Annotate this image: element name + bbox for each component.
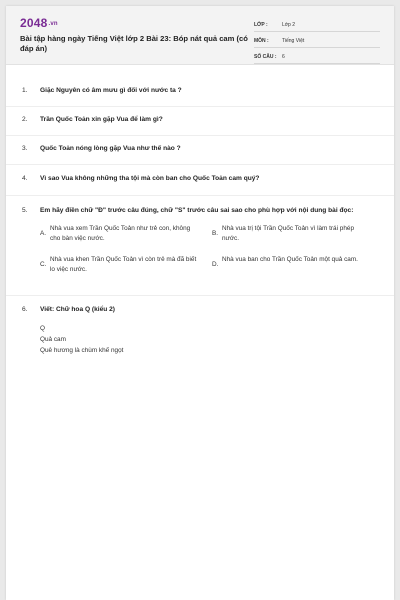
meta-value: Tiếng Việt [282, 38, 305, 44]
answer-options [40, 224, 392, 286]
question-text: Trần Quốc Toản xin gặp Vua để làm gì? [40, 116, 163, 123]
writing-line: Quê hương là chùm khế ngọt [40, 347, 124, 354]
question-number: 1. [22, 87, 28, 94]
meta-value: 6 [282, 54, 285, 60]
question-item [6, 78, 394, 107]
question-item [6, 107, 394, 136]
option-text: Nhà vua ban cho Trần Quốc Toản một quả cam. [222, 256, 358, 263]
document-title: Bài tập hàng ngày Tiếng Việt lớp 2 Bài 23: Bóp nát quả cam (có đáp án) [20, 34, 248, 53]
meta-label: LỚP : [254, 22, 268, 28]
question-number: 5. [22, 207, 28, 214]
writing-line: Q [40, 325, 45, 332]
meta-label: MÔN : [254, 38, 269, 44]
option-d[interactable] [212, 255, 384, 270]
option-text: Nhà vua xem Trần Quốc Toản như trẻ con, không cho bàn việc nước. [50, 225, 191, 242]
option-text: Nhà vua trị tội Trần Quốc Toản vì làm trái phép nước. [222, 225, 355, 242]
logo-domain: .vn [48, 21, 58, 27]
question-text: Viết: Chữ hoa Q (kiểu 2) [40, 306, 115, 313]
question-item [6, 136, 394, 165]
option-letter: B. [212, 230, 219, 237]
question-item [6, 165, 394, 196]
question-number: 4. [22, 175, 28, 182]
logo[interactable] [20, 16, 58, 30]
writing-lines [40, 323, 376, 356]
writing-line: Quả cam [40, 336, 66, 343]
question-item [6, 196, 394, 296]
meta-info [254, 16, 380, 64]
option-text: Nhà vua khen Trần Quốc Toản vì còn trẻ mà đã biết lo việc nước. [50, 256, 197, 273]
meta-row-subject [254, 32, 380, 48]
question-number: 6. [22, 306, 28, 313]
question-number: 3. [22, 145, 28, 152]
worksheet-header [6, 6, 394, 65]
option-a[interactable] [40, 224, 212, 244]
question-list [6, 78, 394, 356]
option-b[interactable] [212, 224, 384, 244]
question-item [6, 296, 394, 356]
logo-text: 2048 [20, 16, 48, 30]
meta-label: SỐ CÂU : [254, 54, 277, 60]
question-text: Vì sao Vua không những tha tội mà còn ban cho Quốc Toản cam quý? [40, 175, 260, 182]
meta-row-question-count [254, 48, 380, 64]
worksheet-page [6, 6, 394, 600]
question-text: Quốc Toản nóng lòng gặp Vua như thế nào ? [40, 145, 181, 152]
question-number: 2. [22, 116, 28, 123]
option-letter: C. [40, 261, 47, 268]
question-text: Em hãy điền chữ "Đ" trước câu đúng, chữ "S" trước câu sai sao cho phù hợp với nội dung bài đọc: [40, 207, 354, 214]
option-letter: D. [212, 261, 219, 268]
meta-row-class [254, 16, 380, 32]
option-letter: A. [40, 230, 47, 237]
option-c[interactable] [40, 255, 212, 275]
question-text: Giặc Nguyên có âm mưu gì đối với nước ta ? [40, 87, 182, 94]
meta-value: Lớp 2 [282, 22, 296, 28]
